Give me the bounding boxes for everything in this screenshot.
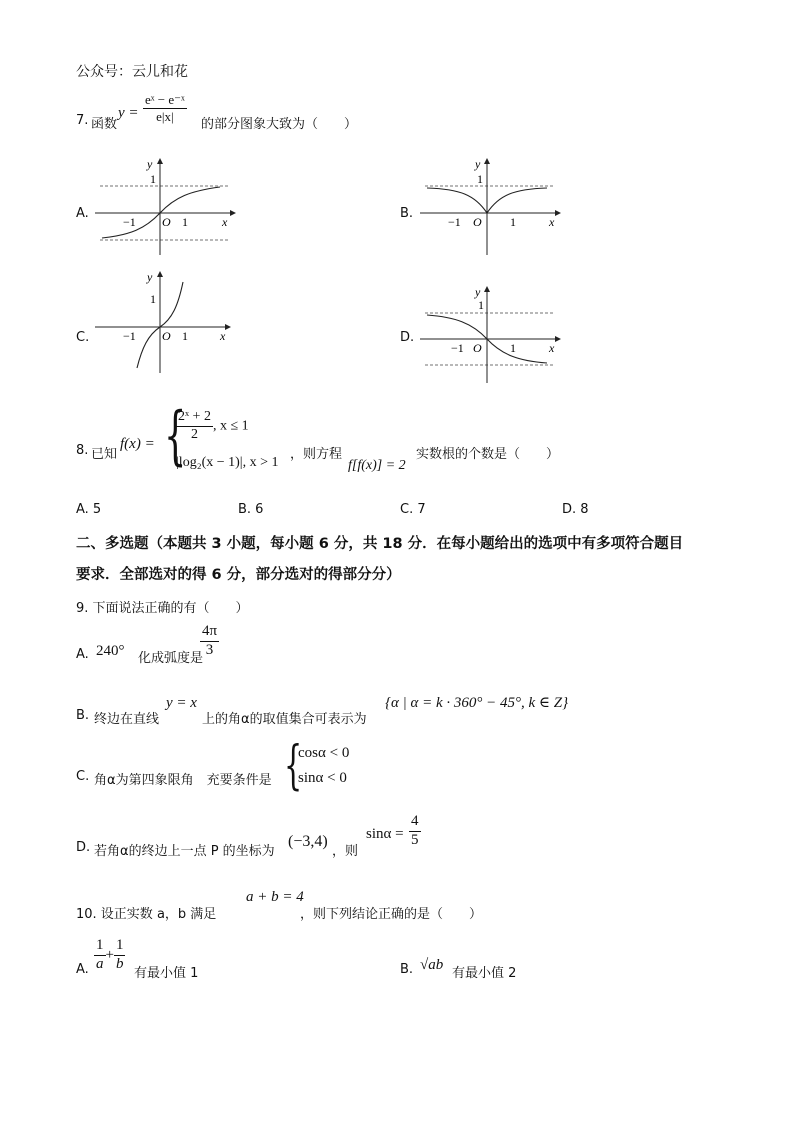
graph-d-neg-one: −1 [451, 341, 464, 355]
q9-d-text2: ，则 [332, 844, 359, 859]
q10-a-den1: a [96, 955, 104, 972]
q9-a-den: 3 [205, 641, 214, 658]
q7-numerator: eˣ − e⁻ˣ [145, 92, 185, 107]
q7-option-b-label: B. [400, 206, 414, 221]
q9-b-text2: 上的角α的取值集合可表示为 [202, 712, 367, 727]
graph-d-x-label: x [549, 341, 555, 355]
q9-c-text: 角α为第四象限角 充要条件是 [94, 773, 272, 788]
q8-case1 [176, 410, 249, 442]
q9-a-num: 4π [200, 624, 219, 642]
q10-a-expr [94, 938, 125, 973]
graph-a-origin: O [162, 215, 171, 229]
section2-heading-line2: 要求．全部选对的得 6 分，部分选对的得部分分） [76, 567, 401, 583]
q7-number: 7. [76, 113, 89, 128]
wechat-header: 公众号：云儿和花 [76, 64, 188, 80]
q9-b-text1: 终边在直线 [94, 712, 160, 727]
q8-choice-c: C. 7 [400, 502, 426, 517]
graph-b-x-label: x [549, 215, 555, 229]
graph-b-one-x: 1 [510, 215, 516, 229]
q9-a-fraction [200, 624, 219, 659]
q8-number: 8. [76, 443, 89, 458]
q10-a-label: A. [76, 962, 89, 977]
q7-y-eq: y = [118, 105, 139, 121]
section2-heading-line1: 二、多选题（本题共 3 小题，每小题 6 分，共 18 分．在每小题给出的选项中有多项符合题目 [76, 536, 684, 552]
graph-b [415, 155, 565, 260]
q8-choice-a: A. 5 [76, 502, 102, 517]
graph-c [90, 268, 240, 378]
q7-option-c-label: C. [76, 330, 90, 345]
q8-case2: |log₂(x − 1)|, x > 1 [176, 455, 279, 470]
q9-c-cond1: cosα < 0 [298, 745, 350, 761]
q8-piecewise-brace: { [164, 399, 187, 473]
q10-a-plus: + [105, 946, 114, 963]
q9-stem: 9. 下面说法正确的有（ ） [76, 601, 249, 616]
q9-a-degree: 240° [96, 643, 125, 659]
q9-c-cond2: sinα < 0 [298, 770, 347, 786]
graph-a-one-x: 1 [182, 215, 188, 229]
q9-c-label: C. [76, 769, 90, 784]
q9-a-label: A. [76, 647, 89, 662]
q10-a-den2: b [115, 955, 124, 972]
q10-b-expr: √ab [420, 957, 444, 973]
q8-case1-cond: , x ≤ 1 [212, 418, 249, 434]
graph-b-y-label: y [475, 157, 481, 171]
q7-prefix: 函数 [91, 117, 118, 132]
q9-d-fraction [409, 814, 421, 849]
graph-d [415, 283, 565, 388]
q7-denominator: e|x| [156, 108, 174, 124]
graph-b-origin: O [473, 215, 482, 229]
graph-a [90, 155, 240, 260]
q8-mid: ，则方程 [290, 447, 343, 462]
graph-c-origin: O [162, 329, 171, 343]
q10-stem-prefix: 10. 设正实数 a，b 满足 [76, 907, 217, 922]
q7-fraction [143, 93, 187, 123]
q8-f-lhs: f(x) = [120, 436, 155, 452]
q8-choice-b: B. 6 [238, 502, 264, 517]
q9-a-text: 化成弧度是 [138, 651, 204, 666]
graph-b-one-y: 1 [477, 172, 483, 186]
graph-a-y-label: y [147, 157, 153, 171]
graph-d-origin: O [473, 341, 482, 355]
q10-condition: a + b = 4 [246, 889, 304, 905]
q10-a-text: 有最小值 1 [134, 966, 199, 981]
graph-a-x-label: x [222, 215, 228, 229]
q9-d-num: 4 [409, 814, 421, 832]
graph-a-neg-one: −1 [123, 215, 136, 229]
q10-b-label: B. [400, 962, 414, 977]
graph-d-one-y: 1 [478, 298, 484, 312]
q7-option-d-label: D. [400, 330, 415, 345]
q9-b-label: B. [76, 708, 90, 723]
q8-prefix: 已知 [91, 447, 118, 462]
graph-d-one-x: 1 [510, 341, 516, 355]
q10-stem-suffix: ，则下列结论正确的是（ ） [300, 907, 483, 922]
q9-b-line: y = x [166, 695, 197, 711]
q9-d-label: D. [76, 840, 91, 855]
q7-suffix: 的部分图象大致为（ ） [201, 117, 358, 132]
q9-d-text1: 若角α的终边上一点 P 的坐标为 [94, 844, 275, 859]
graph-c-one-x: 1 [182, 329, 188, 343]
q7-option-a-label: A. [76, 206, 89, 221]
graph-c-x-label: x [220, 329, 226, 343]
graph-a-one-y: 1 [150, 172, 156, 186]
q9-c-brace: { [284, 736, 303, 796]
graph-c-neg-one: −1 [123, 329, 136, 343]
q9-d-den: 5 [411, 831, 419, 848]
graph-d-y-label: y [475, 285, 481, 299]
graph-b-neg-one: −1 [448, 215, 461, 229]
graph-c-y-label: y [147, 270, 153, 284]
graph-c-one-y: 1 [150, 292, 156, 306]
q8-suffix: 实数根的个数是（ ） [416, 447, 560, 462]
q10-a-num1: 1 [94, 938, 106, 956]
q10-a-num2: 1 [114, 938, 126, 956]
q9-d-point: (−3,4) [288, 833, 328, 850]
q8-choice-d: D. 8 [562, 502, 589, 517]
q9-d-lhs: sinα = [366, 826, 404, 842]
q10-b-text: 有最小值 2 [452, 966, 517, 981]
q8-case1-den: 2 [190, 426, 198, 442]
q9-b-set: {α | α = k · 360° − 45°, k ∈ Z} [385, 695, 569, 711]
q8-equation: f[f(x)] = 2 [348, 458, 406, 473]
q8-case1-num: 2ˣ + 2 [176, 410, 213, 427]
